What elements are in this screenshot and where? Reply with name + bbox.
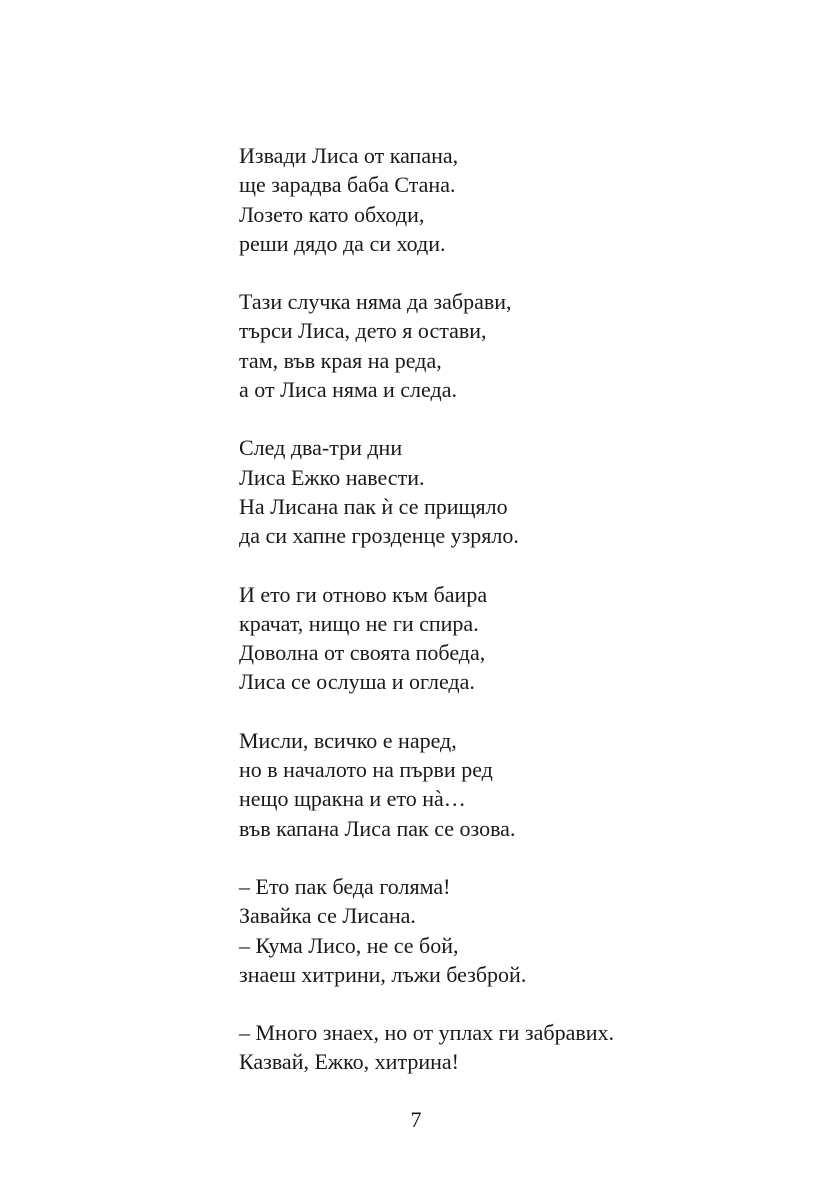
poem-line: знаеш хитрини, лъжи безброй.: [239, 961, 527, 987]
stanza-1: [239, 141, 759, 258]
poem-line: – Ето пак беда голяма!: [239, 873, 451, 899]
stanza-6: [239, 872, 759, 989]
poem-line: но в началото на първи ред: [239, 757, 493, 783]
poem-line: Лозето като обходи,: [239, 201, 425, 227]
poem-line: Мисли, всичко е наред,: [239, 727, 457, 753]
poem-line: Завайка се Лисана.: [239, 903, 416, 929]
poem-line: На Лисана пак ѝ се прищяло: [239, 493, 508, 519]
poem-line: нещо щракна и ето нà…: [239, 786, 466, 812]
poem-line: а от Лиса няма и следа.: [239, 377, 457, 403]
poem-line: търси Лиса, дето я остави,: [239, 318, 487, 344]
stanza-3: [239, 433, 759, 550]
poem-line: реши дядо да си ходи.: [239, 230, 446, 256]
poem-line: След два-три дни: [239, 435, 403, 461]
poem-line: – Кума Лисо, не се бой,: [239, 932, 459, 958]
stanza-2: [239, 287, 759, 404]
poem-line: Лиса се ослуша и огледа.: [239, 669, 475, 695]
poem-line: – Много знаех, но от уплах ги забравих.: [239, 1020, 614, 1046]
poem-line: във капана Лиса пак се озова.: [239, 815, 516, 841]
poem-line: Лиса Ежко навести.: [239, 464, 425, 490]
poem-line: там, във края на реда,: [239, 347, 442, 373]
poem-line: ще зарадва баба Стана.: [239, 172, 456, 198]
stanza-5: [239, 726, 759, 843]
stanza-7: [239, 1018, 759, 1077]
stanza-4: [239, 580, 759, 697]
poem-line: Тази случка няма да забрави,: [239, 289, 512, 315]
poem-line: да си хапне грозденце узряло.: [239, 523, 519, 549]
poem-line: И ето ги отново към баира: [239, 581, 488, 607]
poem-body: [239, 141, 759, 1106]
poem-line: Доволна от своята победа,: [239, 640, 486, 666]
page-number: 7: [410, 1107, 422, 1132]
poem-line: Казвай, Ежко, хитрина!: [239, 1049, 459, 1075]
poem-line: Извади Лиса от капана,: [239, 143, 459, 168]
poem-line: крачат, нищо не ги спира.: [239, 610, 479, 636]
